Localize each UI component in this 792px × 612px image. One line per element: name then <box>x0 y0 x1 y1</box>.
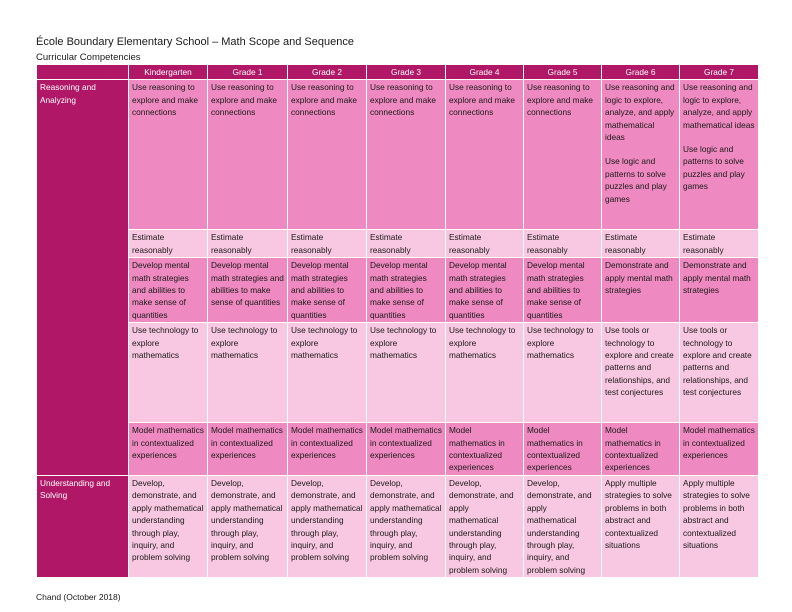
table-cell <box>680 80 759 230</box>
document-title: École Boundary Elementary School – Math Scope and Sequence <box>36 36 354 48</box>
section-label-understanding: Understanding and Solving <box>37 475 129 577</box>
table-cell: Model mathematics in contextualized experiences <box>129 423 208 476</box>
table-cell: Develop, demonstrate, and apply mathematical understanding through play, inquiry, and problem solving <box>524 475 602 577</box>
grade-header-6: Grade 6 <box>602 65 680 80</box>
cell-text: Use reasoning and logic to explore, analyze, and apply mathematical ideas <box>605 82 675 143</box>
table-cell: Develop mental math strategies and abilities to make sense of quantities <box>524 258 602 323</box>
table-cell: Model mathematics in contextualized experiences <box>524 423 602 476</box>
table-row <box>37 258 759 323</box>
table-cell: Use technology to explore mathematics <box>129 323 208 423</box>
header-corner <box>37 65 129 80</box>
table-cell: Develop mental math strategies and abilities to make sense of quantities <box>129 258 208 323</box>
grade-header-5: Grade 5 <box>524 65 602 80</box>
table-cell: Develop, demonstrate, and apply mathematical understanding through play, inquiry, and problem solving <box>129 475 208 577</box>
table-cell: Use technology to explore mathematics <box>524 323 602 423</box>
table-cell: Use technology to explore mathematics <box>208 323 288 423</box>
table-cell: Demonstrate and apply mental math strategies <box>602 258 680 323</box>
table-cell: Develop mental math strategies and abilities to make sense of quantities <box>288 258 367 323</box>
table-cell: Develop mental math strategies and abilities to make sense of quantities <box>367 258 446 323</box>
table-cell: Model mathematics in contextualized experiences <box>602 423 680 476</box>
table-cell: Model mathematics in contextualized experiences <box>680 423 759 476</box>
table-row <box>37 230 759 258</box>
cell-text: Use logic and patterns to solve puzzles and play games <box>683 144 745 192</box>
grade-header-2: Grade 2 <box>288 65 367 80</box>
cell-text: Use reasoning and logic to explore, analyze, and apply mathematical ideas <box>683 82 755 130</box>
table-cell: Estimate reasonably <box>367 230 446 258</box>
table-cell: Model mathematics in contextualized experiences <box>446 423 524 476</box>
table-cell: Develop mental math strategies and abilities to make sense of quantities <box>446 258 524 323</box>
table-cell: Develop, demonstrate, and apply mathematical understanding through play, inquiry, and problem solving <box>367 475 446 577</box>
table-cell: Estimate reasonably <box>602 230 680 258</box>
table-cell: Develop, demonstrate, and apply mathematical understanding through play, inquiry, and problem solving <box>288 475 367 577</box>
table-cell: Demonstrate and apply mental math strategies <box>680 258 759 323</box>
table-cell: Apply multiple strategies to solve problems in both abstract and contextualized situations <box>602 475 680 577</box>
table-cell: Use technology to explore mathematics <box>288 323 367 423</box>
table-cell: Use reasoning to explore and make connections <box>288 80 367 230</box>
table-cell: Estimate reasonably <box>446 230 524 258</box>
table-cell: Apply multiple strategies to solve problems in both abstract and contextualized situations <box>680 475 759 577</box>
scope-sequence-table <box>36 64 759 578</box>
table-cell: Model mathematics in contextualized experiences <box>288 423 367 476</box>
table-cell <box>602 80 680 230</box>
table-cell: Estimate reasonably <box>208 230 288 258</box>
table-cell: Use technology to explore mathematics <box>446 323 524 423</box>
table-cell: Use technology to explore mathematics <box>367 323 446 423</box>
table-cell: Use tools or technology to explore and create patterns and relationships, and test conjectures <box>602 323 680 423</box>
grade-header-3: Grade 3 <box>367 65 446 80</box>
table-cell: Use reasoning to explore and make connections <box>446 80 524 230</box>
table-cell: Develop, demonstrate, and apply mathematical understanding through play, inquiry, and problem solving <box>446 475 524 577</box>
table-row <box>37 475 759 577</box>
table-cell: Estimate reasonably <box>129 230 208 258</box>
grade-header-4: Grade 4 <box>446 65 524 80</box>
section-label-reasoning: Reasoning and Analyzing <box>37 80 129 475</box>
table-row <box>37 323 759 423</box>
table-cell: Use reasoning to explore and make connections <box>524 80 602 230</box>
section-subtitle: Curricular Competencies <box>36 52 141 63</box>
table-cell: Use reasoning to explore and make connections <box>208 80 288 230</box>
table-row <box>37 423 759 476</box>
table-cell: Develop mental math strategies and abilities to make sense of quantities <box>208 258 288 323</box>
table-cell: Model mathematics in contextualized experiences <box>208 423 288 476</box>
table-cell: Use reasoning to explore and make connections <box>129 80 208 230</box>
grade-header-7: Grade 7 <box>680 65 759 80</box>
table-row <box>37 80 759 230</box>
cell-text: Use logic and patterns to solve puzzles and play games <box>605 156 667 204</box>
table-cell: Estimate reasonably <box>680 230 759 258</box>
table-cell: Estimate reasonably <box>524 230 602 258</box>
table-cell: Estimate reasonably <box>288 230 367 258</box>
table-cell: Use tools or technology to explore and create patterns and relationships, and test conjectures <box>680 323 759 423</box>
table-cell: Use reasoning to explore and make connections <box>367 80 446 230</box>
header-row <box>37 65 759 80</box>
table-cell: Develop, demonstrate, and apply mathematical understanding through play, inquiry, and problem solving <box>208 475 288 577</box>
grade-header-k: Kindergarten <box>129 65 208 80</box>
table-cell: Model mathematics in contextualized experiences <box>367 423 446 476</box>
document-footer: Chand (October 2018) <box>36 592 121 602</box>
grade-header-1: Grade 1 <box>208 65 288 80</box>
